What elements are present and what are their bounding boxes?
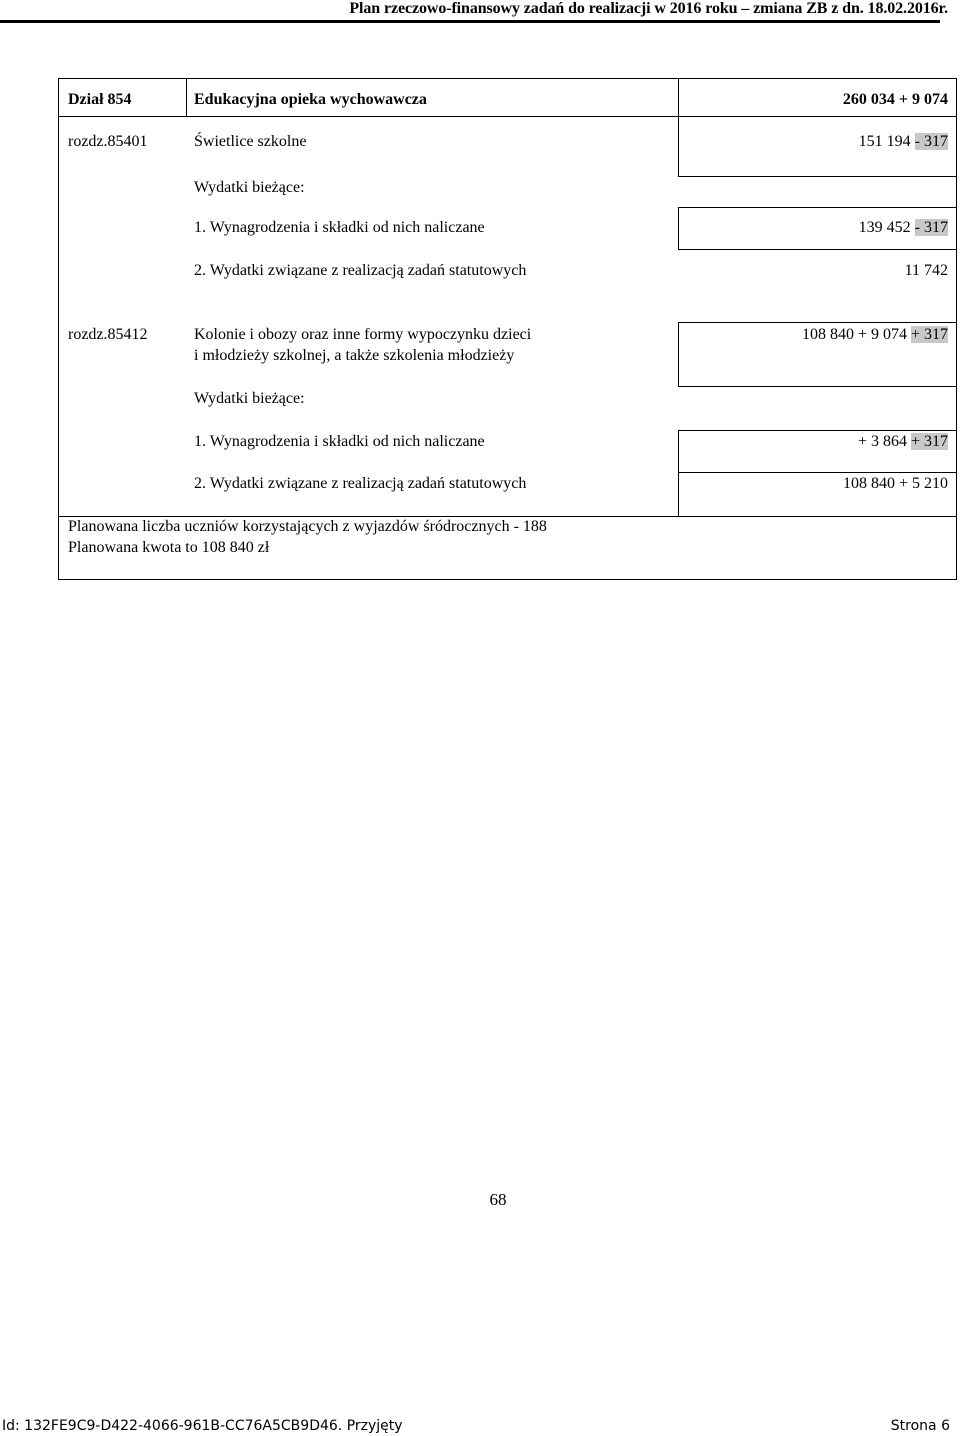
row-divider	[58, 116, 957, 117]
col-divider-amount-1	[678, 78, 679, 176]
row-divider	[678, 386, 957, 387]
row-divider	[678, 249, 957, 250]
notes-line2: Planowana kwota to 108 840 zł	[68, 539, 270, 556]
rozdz1-amount	[859, 132, 948, 152]
rozdz2-amount-base: 108 840 + 9 074	[801, 326, 911, 343]
rozdz1-item2-amount: 11 742	[904, 262, 948, 279]
rozdz1-amount-change: - 317	[914, 133, 948, 150]
rozdz2-item1-amount	[858, 432, 948, 452]
rozdz2-name-line2: i młodzieży szkolnej, a także szkolenia młodzieży	[194, 347, 515, 364]
page-number: 68	[489, 1190, 507, 1209]
header-title: Plan rzeczowo-finansowy zadań do realizacji w 2016 roku – zmiana ZB z dn. 18.02.2016r.	[349, 0, 948, 17]
row-divider	[678, 322, 957, 323]
rozdz2-amount-change: + 317	[910, 326, 948, 343]
rozdz2-code: rozdz.85412	[68, 326, 148, 343]
col-divider-amount-3	[678, 322, 679, 387]
rozdz1-item1-base: 139 452	[858, 219, 915, 236]
row-divider	[678, 176, 957, 177]
rozdz2-name-line1: Kolonie i obozy oraz inne formy wypoczynku dzieci	[194, 326, 532, 343]
row-divider	[678, 207, 957, 208]
rozdz1-item1-change: - 317	[914, 219, 948, 236]
rozdz1-item1-label: 1. Wynagrodzenia i składki od nich naliczane	[194, 219, 485, 236]
rozdz2-item1-change: + 317	[910, 433, 948, 450]
rozdz1-item2-label: 2. Wydatki związane z realizacją zadań statutowych	[194, 262, 527, 279]
rozdz2-item2-label: 2. Wydatki związane z realizacją zadań statutowych	[194, 475, 527, 492]
rozdz1-item1-amount	[859, 218, 948, 238]
rozdz2-item1-base: + 3 864	[857, 433, 911, 450]
section-amount: 260 034 + 9 074	[842, 91, 948, 108]
rozdz2-item1-label: 1. Wynagrodzenia i składki od nich naliczane	[194, 433, 485, 450]
section-name: Edukacyjna opieka wychowawcza	[194, 91, 427, 108]
notes-line1: Planowana liczba uczniów korzystających z wyjazdów śródrocznych - 188	[68, 518, 547, 535]
row-divider	[678, 430, 957, 431]
section-label: Dział 854	[68, 91, 132, 108]
rozdz1-name: Świetlice szkolne	[194, 133, 307, 150]
footer-page: Strona 6	[890, 1418, 950, 1434]
rozdz2-amount	[802, 325, 948, 345]
row-divider	[678, 472, 957, 473]
rozdz1-code: rozdz.85401	[68, 133, 148, 150]
rozdz2-expenses-label: Wydatki bieżące:	[194, 390, 305, 407]
footer-id: Id: 132FE9C9-D422-4066-961B-CC76A5CB9D46. Przyjęty	[2, 1418, 403, 1434]
col-divider-amount-2	[678, 207, 679, 249]
rozdz1-expenses-label: Wydatki bieżące:	[194, 179, 305, 196]
rozdz1-amount-base: 151 194	[858, 133, 915, 150]
rozdz2-item2-amount: 108 840 + 5 210	[842, 475, 948, 492]
col-divider-top	[186, 78, 187, 117]
header-rule	[0, 20, 940, 23]
col-divider-amount-4	[678, 430, 679, 516]
